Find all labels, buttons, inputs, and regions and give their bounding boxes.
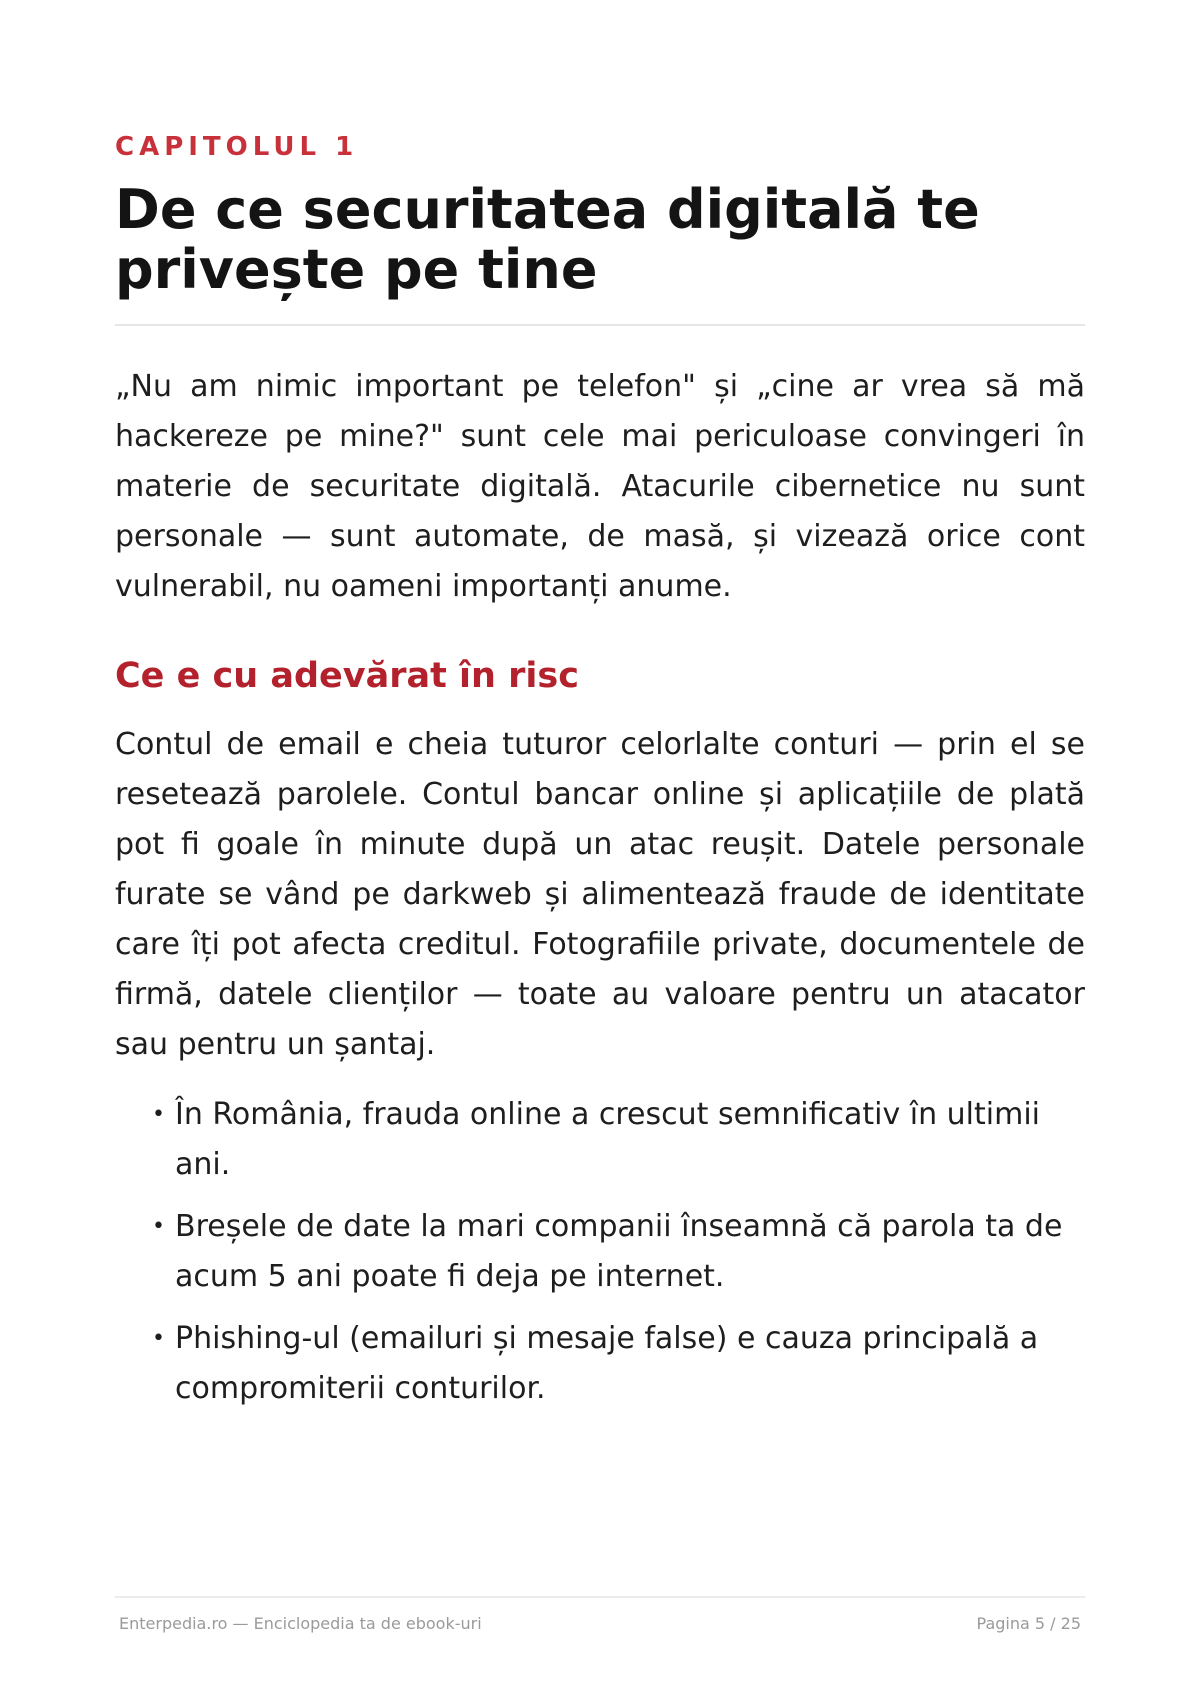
risk-bullet-list (152, 1090, 1087, 1426)
bullet-text: Phishing-ul (emailuri și mesaje false) e cauza principală a compromiterii conturilor. (175, 1321, 1039, 1406)
bullet-icon: • (152, 1326, 165, 1351)
bullet-item (152, 1090, 1087, 1190)
bullet-text: În România, frauda online a crescut semnificativ în ultimii ani. (175, 1097, 1040, 1182)
footer-site-name: Enterpedia.ro — Enciclopedia ta de ebook-uri (119, 1614, 482, 1633)
footer-divider (115, 1596, 1085, 1598)
bullet-icon: • (152, 1214, 165, 1239)
title-divider (115, 324, 1085, 326)
bullet-icon: • (152, 1102, 165, 1127)
section-heading: Ce e cu adevărat în risc (115, 656, 579, 696)
bullet-item (152, 1314, 1087, 1414)
page-number: Pagina 5 / 25 (976, 1614, 1081, 1633)
intro-paragraph: „Nu am nimic important pe telefon" și „cine ar vrea să mă hackereze pe mine?" sunt cele mai periculoase convingeri în materie de securitate digitală. Atacurile cibernetice nu sunt personale — sunt automate, de masă, și vizează orice cont vulnerabil, nu oameni importanți anume. (115, 369, 1085, 604)
bullet-text: Breșele de date la mari companii înseamnă că parola ta de acum 5 ani poate fi deja pe internet. (175, 1209, 1063, 1294)
chapter-label: CAPITOLUL 1 (115, 132, 359, 162)
bullet-item (152, 1202, 1087, 1302)
chapter-title: De ce securitatea digitală te privește pe tine (115, 178, 980, 301)
document-page (115, 0, 1085, 1683)
section-paragraph: Contul de email e cheia tuturor celorlalte conturi — prin el se resetează parolele. Contul bancar online și aplicațiile de plată pot fi goale în minute după un atac reușit. Datele personale furate se vând pe darkweb și alimentează fraude de identitate care îți pot afecta creditul. Fotografiile private, documentele de firmă, datele clienților — toate au valoare pentru un atacator sau pentru un șantaj. (115, 727, 1085, 1062)
